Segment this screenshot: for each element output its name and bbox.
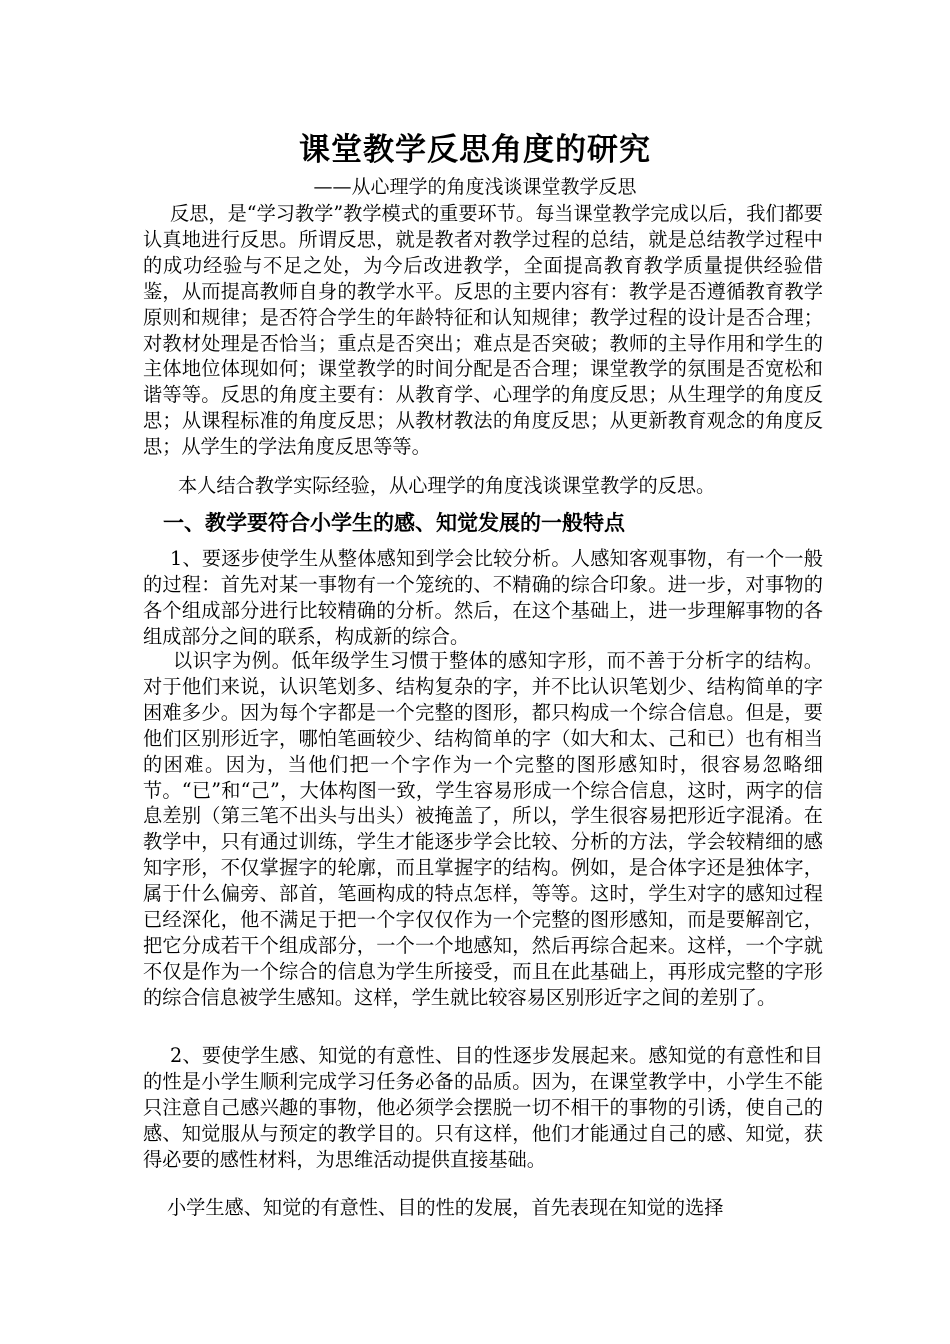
point-1-paragraph: 1、要逐步使学生从整体感知到学会比较分析。人感知客观事物，有一个一般的过程：首先对某一事物有一个笼统的、不精确的综合印象。进一步，对事物的各个组成部分进行比较精确的分析。然后，在这个基础上，进一步理解事物的各组成部分之间的联系，构成新的综合。 [143, 547, 823, 648]
document-title: 课堂教学反思角度的研究 [299, 132, 651, 168]
point-2-paragraph: 2、要使学生感、知觉的有意性、目的性逐步发展起来。感知觉的有意性和目的性是小学生顺利完成学习任务必备的品质。因为，在课堂教学中，小学生不能只注意自己感兴趣的事物，他必须学会摆脱一切不相干的事物的引诱，使自己的感、知觉服从与预定的教学目的。只有这样，他们才能通过自己的感、知觉，获得必要的感性材料，为思维活动提供直接基础。 [143, 1044, 823, 1171]
document-subtitle: ——从心理学的角度浅谈课堂教学反思 [313, 176, 637, 198]
intro-paragraph: 反思，是“学习教学”教学模式的重要环节。每当课堂教学完成以后，我们都要认真地进行反思。所谓反思，就是教者对教学过程的总结，就是总结教学过程中的成功经验与不足之处，为今后改进教学，全面提高教育教学质量提供经验借鉴，从而提高教师自身的教学水平。反思的主要内容有：教学是否遵循教育教学原则和规律；是否符合学生的年龄特征和认知规律；教学过程的设计是否合理；对教材处理是否恰当；重点是否突出；难点是否突破；教师的主导作用和学生的主体地位体现如何；课堂教学的时间分配是否合理；课堂教学的氛围是否宽松和谐等等。反思的角度主要有：从教育学、心理学的角度反思；从生理学的角度反思；从课程标准的角度反思；从教材教法的角度反思；从更新教育观念的角度反思；从学生的学法角度反思等等。 [143, 202, 823, 459]
example-paragraph: 以识字为例。低年级学生习惯于整体的感知字形，而不善于分析字的结构。对于他们来说，认识笔划多、结构复杂的字，并不比认识笔划少、结构简单的字困难多少。因为每个字都是一个完整的图形，都只构成一个综合信息。但是，要他们区别形近字，哪怕笔画较少、结构简单的字（如大和太、己和已）也有相当的困难。因为，当他们把一个字作为一个完整的图形感知时，很容易忽略细节。“已”和“己”，大体构图一致，学生容易形成一个综合信息，这时，两字的信息差别（第三笔不出头与出头）被掩盖了，所以，学生很容易把形近字混淆。在教学中，只有通过训练，学生才能逐步学会比较、分析的方法，学会较精细的感知字形，不仅掌握字的轮廓，而且掌握字的结构。例如，是合体字还是独体字，属于什么偏旁、部首，笔画构成的特点怎样，等等。这时，学生对字的感知过程已经深化，他不满足于把一个字仅仅作为一个完整的图形感知，而是要解剖它，把它分成若干个组成部分，一个一个地感知，然后再综合起来。这样，一个字就不仅是作为一个综合的信息为学生所接受，而且在此基础上，再形成完整的字形的综合信息被学生感知。这样，学生就比较容易区别形近字之间的差别了。 [143, 649, 823, 1009]
section-heading-1: 一、教学要符合小学生的感、知觉发展的一般特点 [163, 511, 625, 535]
point-2-continuation: 小学生感、知觉的有意性、目的性的发展，首先表现在知觉的选择 [167, 1196, 724, 1219]
intro-paragraph-2: 本人结合教学实际经验，从心理学的角度浅谈课堂教学的反思。 [178, 474, 716, 497]
